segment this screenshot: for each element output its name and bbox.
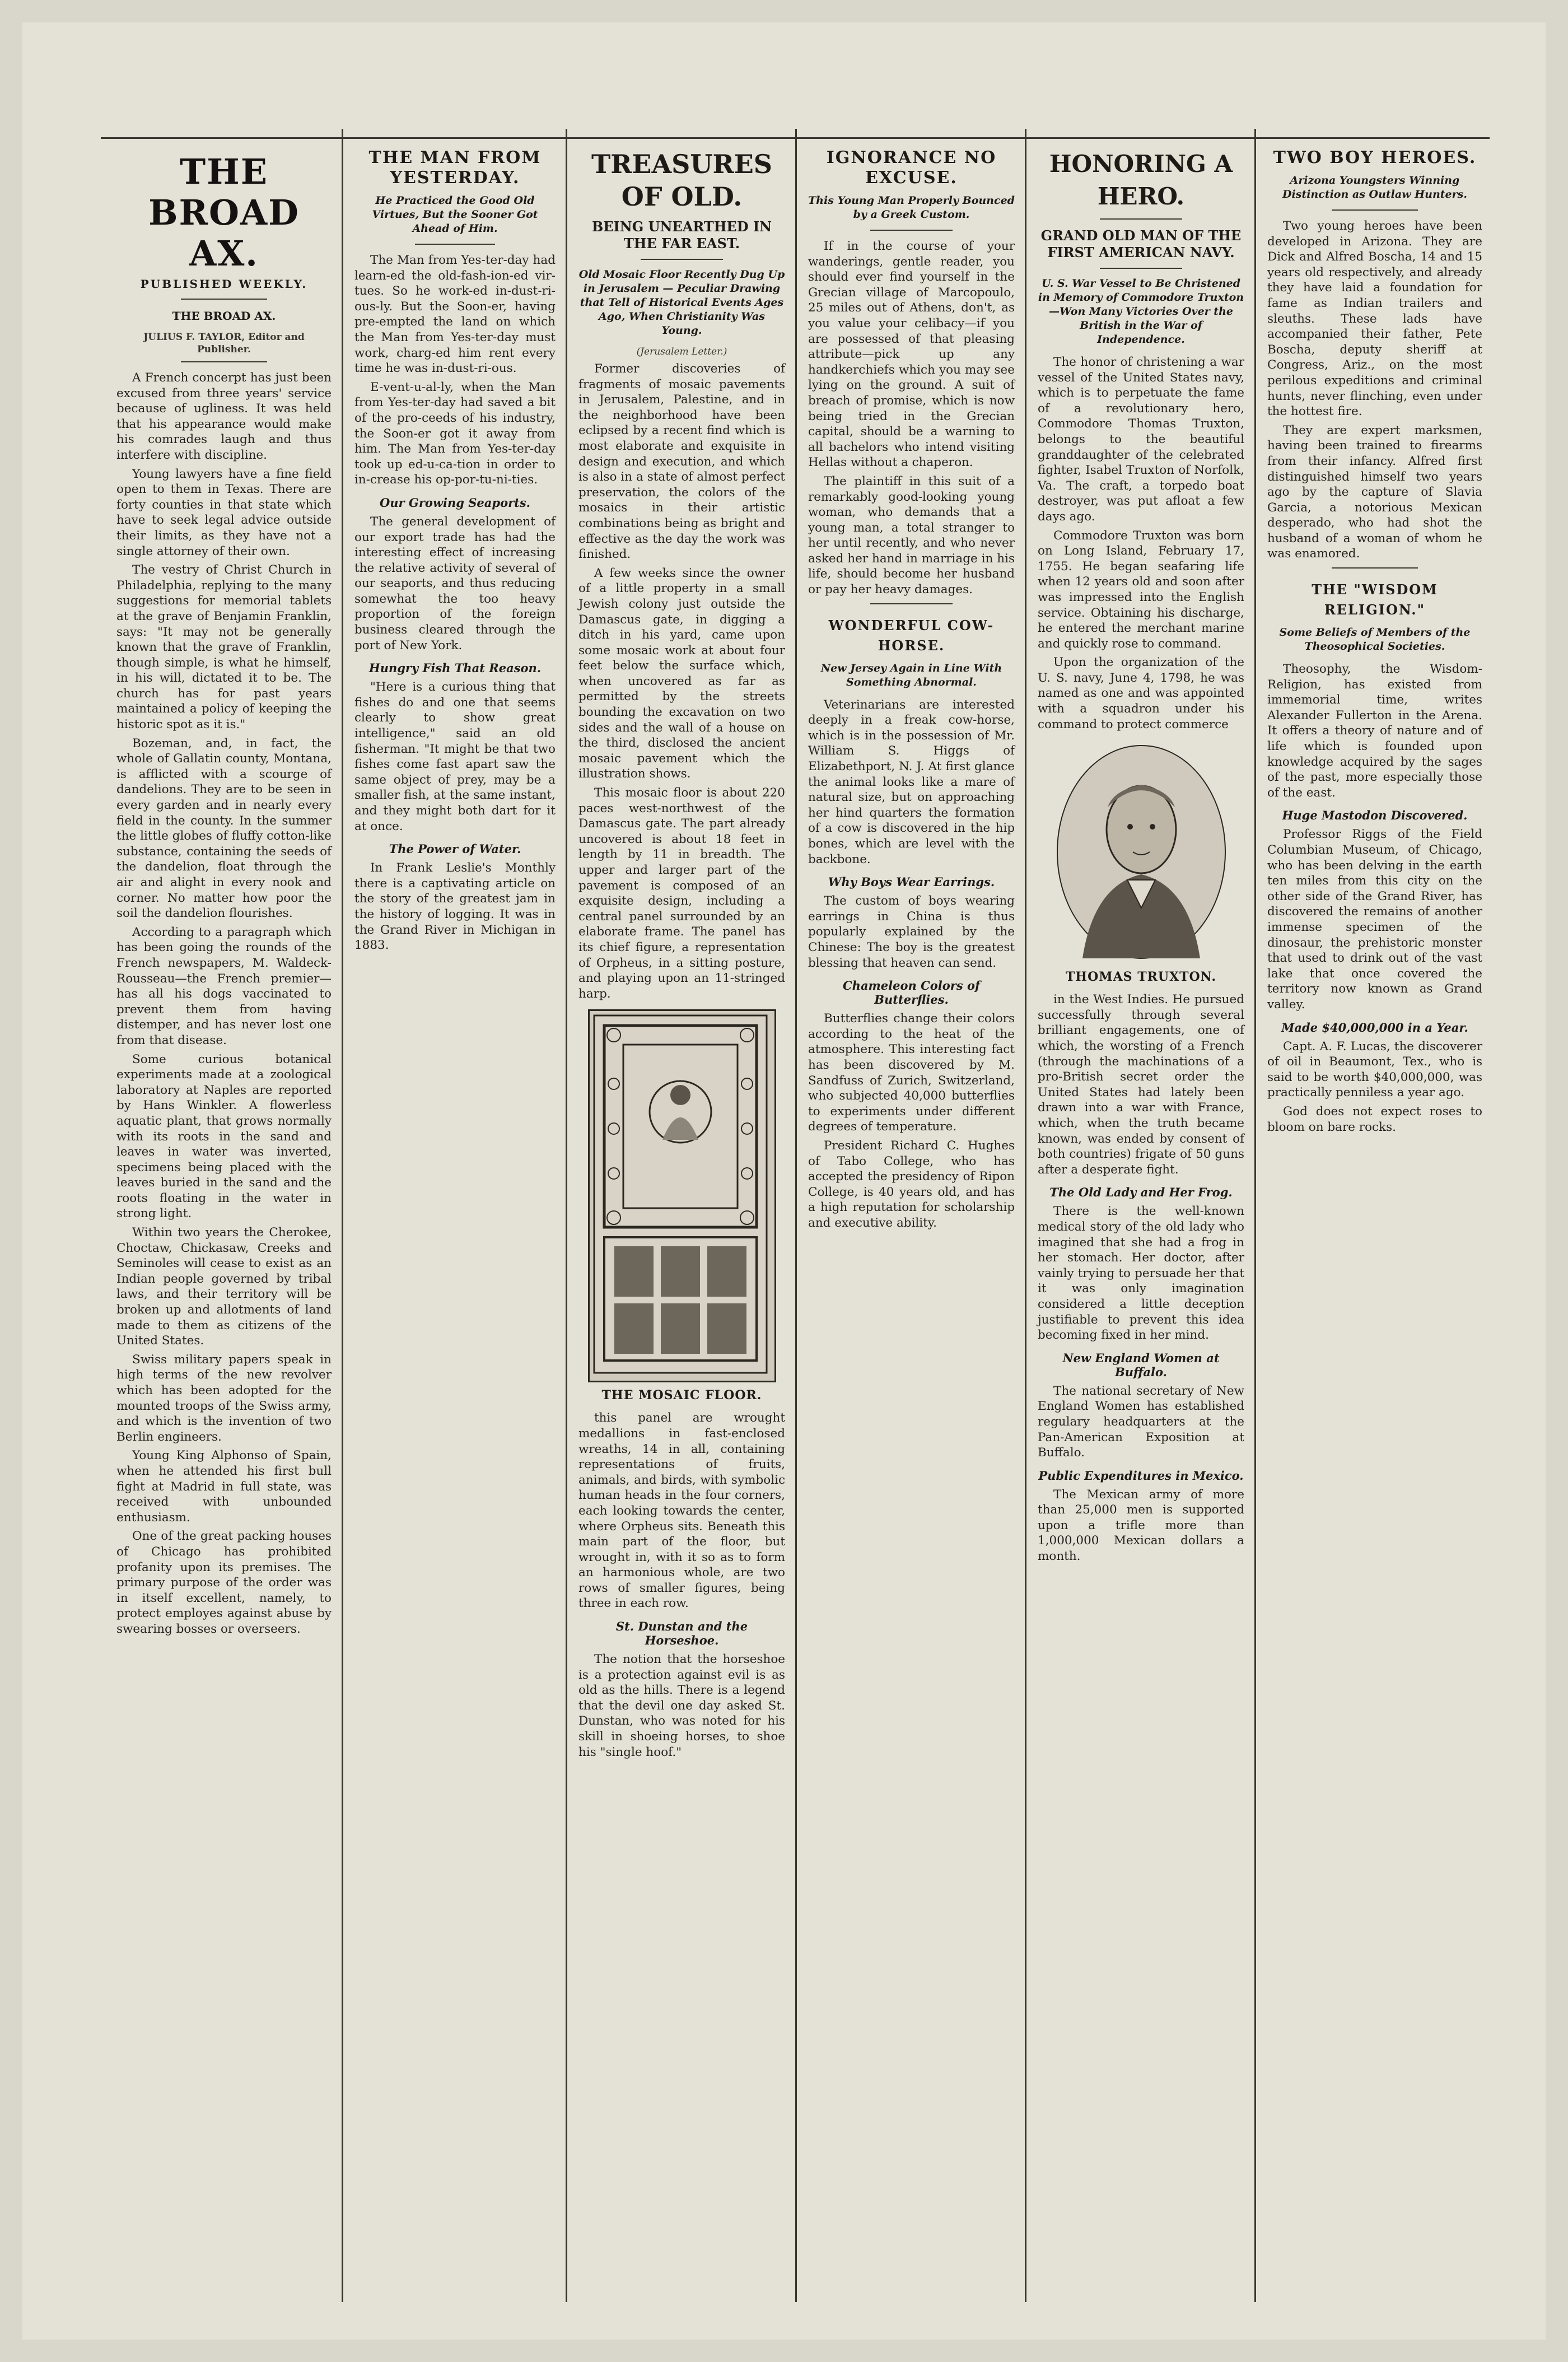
image-caption: THE MOSAIC FLOOR. xyxy=(601,1388,762,1403)
article-paragraph: The honor of christening a war vessel of the United States navy, which is to perpetuate the fame of a revolutionary hero, Commodore Thomas Truxton, belongs to the beautiful granddaughter of the celebrated fighter, Isabel Truxton of Norfolk, Va. The craft, a torpedo boat destroyer, was put afloat a few days ago. xyxy=(1038,355,1244,524)
divider xyxy=(415,244,496,245)
article-paragraph: Within two years the Cherokee, Choctaw, Chickasaw, Creeks and Seminoles will cease to exist as an Indian people governed by tribal laws, and their territory will be broken up and allotments of land made to them as citizens of the United States. xyxy=(116,1226,332,1348)
deck: U. S. War Vessel to Be Christened in Memory of Commodore Truxton—Won Many Victories Over the British in the War of Independence. xyxy=(1038,277,1244,346)
divider xyxy=(181,361,267,362)
deck: This Young Man Properly Bounced by a Greek Custom. xyxy=(808,194,1015,221)
article-subhead: Why Boys Wear Earrings. xyxy=(828,875,995,889)
article-subhead: Our Growing Seaports. xyxy=(380,495,530,510)
masthead-frequency: PUBLISHED WEEKLY. xyxy=(140,277,308,291)
article-paragraph: If in the course of your wanderings, gentle reader, you should ever find yourself in the Grecian village of Marcopoulo, 25 miles out of Athens, don't, as you value your celibacy—if you are possessed of that pleasing attribute—pick up any handkerchiefs which you may see lying on the ground. A suit of breach of promise, which is now being tried in the Grecian capital, should be a warning to all bachelors who intend visiting Hellas without a chaperon. xyxy=(808,239,1015,470)
article-paragraph: Capt. A. F. Lucas, the discoverer of oil in Beaumont, Tex., who is said to be worth $40,000,000, was practically penniless a year ago. xyxy=(1267,1039,1482,1100)
column-3-articles-continued xyxy=(578,1410,785,1760)
column-2 xyxy=(344,123,566,2308)
article-paragraph: God does not expect roses to bloom on bare rocks. xyxy=(1267,1104,1482,1134)
article-paragraph: They are expert marksmen, having been trained to firearms from their infancy. Alfred first distinguished himself two years ago by the capture of Slavia Garcia, a notorious Mexican desperado, who had shot the husband of a woman of whom he was enamored. xyxy=(1267,423,1482,561)
divider xyxy=(1332,209,1418,211)
article-subhead: Huge Mastodon Discovered. xyxy=(1282,808,1468,823)
subhead: BEING UNEARTHED IN THE FAR EAST. xyxy=(591,218,772,251)
column-1 xyxy=(106,123,342,2308)
divider xyxy=(1100,218,1183,220)
deck: Some Beliefs of Members of the Theosophical Societies. xyxy=(1279,626,1471,653)
deck: He Practiced the Good Old Virtues, But the Sooner Got Ahead of Him. xyxy=(372,194,538,235)
article-paragraph: There is the well-known medical story of the old lady who imagined that she had a frog in her stomach. Her doctor, after vainly trying to persuade her that it was only imagination considered a little deception justifiable to prevent this idea becoming fixed in her mind. xyxy=(1038,1204,1244,1343)
headline: TREASURES OF OLD. xyxy=(591,149,773,212)
headline: HONORING A HERO. xyxy=(1049,150,1233,210)
article-paragraph: The Man from Yes-ter-day had learn-ed the old-fash-ion-ed vir-tues. So he work-ed in-dust-ri-ous-ly. But the Soon-er, having pre-empted the land on which the Man from Yes-ter-day must work, charg-ed him rent every time he was in-dust-ri-ous. xyxy=(354,253,556,376)
column-rule xyxy=(342,129,343,2302)
article-paragraph: Former discoveries of fragments of mosaic pavements in Jerusalem, Palestine, and in the neighborhood have been eclipsed by a recent find which is most elaborate and exquisite in design and execution, and which is also in a state of almost perfect preservation, the colors of the mosaics in their artistic combinations being as bright and effective as the day the work was finished. xyxy=(578,362,785,562)
article-paragraph: The custom of boys wearing earrings in China is thus popularly explained by the Chinese: The boy is the greatest blessing that heaven can send. xyxy=(808,894,1015,970)
headline: IGNORANCE NO EXCUSE. xyxy=(826,148,997,188)
article-subhead: The Old Lady and Her Frog. xyxy=(1049,1185,1233,1200)
article-paragraph: A few weeks since the owner of a little property in a small Jewish colony just outside the Damascus gate, in digging a ditch in his yard, came upon some mosaic work at about four feet below the surface which, when uncovered as far as permitted by the streets bounding the excavation on two sides and the wall of a house on the third, disclosed the ancient mosaic pavement which the illustration shows. xyxy=(578,566,785,781)
portrait-caption: THOMAS TRUXTON. xyxy=(1065,970,1217,985)
article-paragraph: A French concerpt has just been excused from three years' service because of ugliness. It was held that his appearance would make his comrades laugh and thus interfere with discipline. xyxy=(116,371,332,462)
mosaic-floor-illustration xyxy=(588,1009,776,1382)
article-paragraph: President Richard C. Hughes of Tabo College, who has accepted the presidency of Ripon College, is 40 years old, and has a high reputation for scholarship and executive ability. xyxy=(808,1138,1015,1230)
divider xyxy=(1332,567,1418,569)
deck: Arizona Youngsters Winning Distinction as Outlaw Hunters. xyxy=(1282,174,1467,201)
column-rule xyxy=(1025,129,1026,2302)
column-5-articles xyxy=(1038,355,1244,732)
column-4-articles-continued xyxy=(808,697,1015,1231)
article-paragraph: Butterflies change their colors according to the heat of the atmosphere. This interesting fact has been discovered by M. Sandfuss of Zurich, Switzerland, who subjected 40,000 butterflies to experiments under different degrees of temperature. xyxy=(808,1012,1015,1134)
article-paragraph: Professor Riggs of the Field Columbian Museum, of Chicago, who has been delving in the earth ten miles from this city on the other side of the Grand River, has discovered the remains of another immense specimen of the dinosaur, the prehistoric monster that used to drink out of the vast lake that once covered the territory now known as Grand valley. xyxy=(1267,827,1482,1012)
article-paragraph: The plaintiff in this suit of a remarkably good-looking young woman, who demands that a young man, a total stranger to her until recently, and who never asked her hand in marriage in his life, should become her husband or pay her heavy damages. xyxy=(808,474,1015,597)
divider xyxy=(1100,268,1183,269)
subhead: GRAND OLD MAN OF THE FIRST AMERICAN NAVY. xyxy=(1040,227,1242,260)
column-rule xyxy=(566,129,567,2302)
article-paragraph: The general development of our export trade has had the interesting effect of increasing the relative activity of several of our seaports, and thus reducing somewhat the too heavy proportion of the foreign business cleared through the port of New York. xyxy=(354,514,556,653)
article-paragraph: The national secretary of New England Women has established regulary headquarters at the Pan-American Exposition at Buffalo. xyxy=(1038,1383,1244,1460)
headline: THE "WISDOM RELIGION." xyxy=(1312,581,1438,618)
article-paragraph: The notion that the horseshoe is a protection against evil is as old as the hills. There is a legend that the devil one day asked St. Dunstan, who was noted for his skill in shoeing horses, to shoe his "single hoof." xyxy=(578,1652,785,1759)
masthead-office: THE BROAD AX. xyxy=(172,309,276,323)
article-paragraph: Bozeman, and, in fact, the whole of Gallatin county, Montana, is afflicted with a scourge of dandelions. They are to be seen in every garden and in nearly every field in the county. In the summer the little globes of fluffy cotton-like substance, containing the seeds of the dandelion, float through the air and alight in every nook and corner. No matter how poor the soil the dandelion flourishes. xyxy=(116,736,332,921)
article-paragraph: this panel are wrought medallions in fast-enclosed wreaths, 14 in all, containing representations of fruits, animals, and birds, with symbolic human heads in the four corners, each looking towards the center, where Orpheus sits. Beneath this main part of the floor, but wrought in, with it so as to form an harmonious whole, are two rows of smaller figures, being three in each row. xyxy=(578,1411,785,1611)
dateline: (Jerusalem Letter.) xyxy=(636,346,727,357)
article-paragraph: Young lawyers have a fine field open to them in Texas. There are forty counties in that state which have to seek legal advice outside their limits, as they have not a single attorney of their own. xyxy=(116,467,332,558)
column-4-articles xyxy=(808,239,1015,598)
article-paragraph: The Mexican army of more than 25,000 men is supported upon a trifle more than 1,000,000 Mexican dollars a month. xyxy=(1038,1487,1244,1564)
column-rule xyxy=(795,129,797,2302)
masthead-title: THE BROAD AX. xyxy=(148,151,300,274)
article-paragraph: The vestry of Christ Church in Philadelphia, replying to the many suggestions for memorial tablets at the grave of Benjamin Franklin, says: "It may not be generally known that the grave of Franklin, though simple, is what he himself, in his will, dictated it to be. The church has for past years maintained a policy of keeping the historic spot as it is." xyxy=(116,563,332,732)
article-paragraph: This mosaic floor is about 220 paces west-northwest of the Damascus gate. The part already uncovered is about 18 feet in length by 11 in breadth. The upper and larger part of the pavement is composed of an exquisite design, including a central panel surrounded by an elaborate frame. The panel has its chief figure, a representation of Orpheus, in a sitting posture, and playing upon an 11-stringed harp. xyxy=(578,786,785,1001)
mosaic-floor-drawing xyxy=(590,1011,771,1377)
column-2-articles xyxy=(354,253,556,953)
divider xyxy=(870,230,953,231)
divider xyxy=(641,259,724,260)
article-paragraph: Theosophy, the Wisdom-Religion, has existed from immemorial time, writes Alexander Fullerton in the Arena. It offers a theory of nature and of life which is founded upon knowledge acquired by the sages of the past, more especially those of the east. xyxy=(1267,662,1482,800)
deck: New Jersey Again in Line With Something Abnormal. xyxy=(820,661,1002,688)
column-4 xyxy=(798,123,1025,2308)
article-paragraph: Commodore Truxton was born on Long Island, February 17, 1755. He began seafaring life when 12 years old and soon after was impressed into the English service. Obtaining his discharge, he entered the merchant marine and quickly rose to command. xyxy=(1038,528,1244,651)
headline: TWO BOY HEROES. xyxy=(1273,148,1477,167)
article-paragraph: Swiss military papers speak in high terms of the new revolver which has been adopted for the mounted troops of the Swiss army, and which is the invention of two Berlin engineers. xyxy=(116,1352,332,1444)
article-paragraph: "Here is a curious thing that fishes do and one that seems clearly to show great intelligence," said an old fisherman. "It might be that two fishes come fast apart saw the same object of prey, may be a smaller fish, at the same instant, and they might both dart for it at once. xyxy=(354,680,556,833)
article-paragraph: E-vent-u-al-ly, when the Man from Yes-ter-day had saved a bit of the pro-ceeds of his industry, the Soon-er got it away from him. The Man from Yes-ter-day took up ed-u-ca-tion in order to in-crease his op-por-tu-ni-ties. xyxy=(354,380,556,487)
article-paragraph: in the West Indies. He pursued successfully through several brilliant engagements, one of which, the worsting of a French (through the machinations of a pro-British secret order the United States had lately been drawn into a war with France, which, when the truth became known, was ended by consent of both countries) frigate of 50 guns after a desperate fight. xyxy=(1038,993,1244,1177)
divider xyxy=(181,299,267,300)
article-subhead: The Power of Water. xyxy=(389,842,521,856)
article-subhead: St. Dunstan and the Horseshoe. xyxy=(615,1619,748,1648)
headline: THE MAN FROM YESTERDAY. xyxy=(368,148,542,188)
article-paragraph: One of the great packing houses of Chicago has prohibited profanity upon its premises. The primary purpose of the order was in itself excellent, namely, to protect employes against abuse by swearing bosses or overseers. xyxy=(116,1529,332,1636)
column-3 xyxy=(568,123,795,2308)
newspaper-page xyxy=(22,22,1546,2340)
column-5 xyxy=(1028,123,1254,2308)
portrait-illustration xyxy=(1049,740,1234,964)
column-rule xyxy=(1254,129,1256,2302)
article-paragraph: Upon the organization of the U. S. navy, June 4, 1798, he was named as one and was appointed with a squadron under his command to protect commerce xyxy=(1038,655,1244,732)
column-6-articles xyxy=(1267,218,1482,562)
column-6 xyxy=(1257,123,1492,2308)
deck: Old Mosaic Floor Recently Dug Up in Jerusalem — Peculiar Drawing that Tell of Historical Events Ages Ago, When Christianity Was Young. xyxy=(578,268,785,337)
divider xyxy=(870,603,953,604)
headline: WONDERFUL COW-HORSE. xyxy=(828,617,995,654)
column-6-articles-continued xyxy=(1267,661,1482,1135)
article-paragraph: Young King Alphonso of Spain, when he attended his first bull fight at Madrid in full state, was received with unbounded enthusiasm. xyxy=(116,1448,332,1525)
article-subhead: Chameleon Colors of Butterflies. xyxy=(842,979,981,1007)
article-subhead: Made $40,000,000 in a Year. xyxy=(1281,1020,1468,1035)
article-subhead: New England Women at Buffalo. xyxy=(1062,1350,1220,1379)
column-3-articles xyxy=(578,361,785,1001)
article-paragraph: Some curious botanical experiments made at a zoological laboratory at Naples are reported by Hans Winkler. A flowerless aquatic plant, that grows normally with its roots in the sand and leaves in water was inverted, specimens being placed with the leaves buried in the sand and the roots floating in the water in strong light. xyxy=(116,1052,332,1221)
article-paragraph: Two young heroes have been developed in Arizona. They are Dick and Alfred Boscha, 14 and 15 years old respectively, and already they have laid a foundation for fame as Indian trailers and sleuths. These lads have accompanied their father, Pete Boscha, deputy sheriff at Congress, Ariz., on the most perilous expeditions and criminal hunts, never flinching, even under the hottest fire. xyxy=(1267,219,1482,419)
article-paragraph: In Frank Leslie's Monthly there is a captivating article on the story of the greatest jam in the history of logging. It was in the Grand River in Michigan in 1883. xyxy=(354,861,556,953)
article-subhead: Hungry Fish That Reason. xyxy=(368,661,542,675)
article-subhead: Public Expenditures in Mexico. xyxy=(1038,1468,1244,1483)
column-1-articles xyxy=(116,370,332,1637)
column-5-articles-continued xyxy=(1038,992,1244,1564)
portrait-drawing xyxy=(1049,740,1234,964)
masthead-publisher: JULIUS F. TAYLOR, Editor and Publisher. xyxy=(143,332,305,355)
article-paragraph: According to a paragraph which has been going the rounds of the French newspapers, M. Waldeck-Rousseau—the French premier—has all his dogs vaccinated to prevent them from having distemper, and has never lost one from that disease. xyxy=(116,925,332,1047)
article-paragraph: Veterinarians are interested deeply in a freak cow-horse, which is in the possession of Mr. William S. Higgs of Elizabethport, N. J. At first glance the animal looks like a mare of natural size, but on approaching her hind quarters the formation of a cow is discovered in the hip bones, which are level with the backbone. xyxy=(808,697,1015,866)
